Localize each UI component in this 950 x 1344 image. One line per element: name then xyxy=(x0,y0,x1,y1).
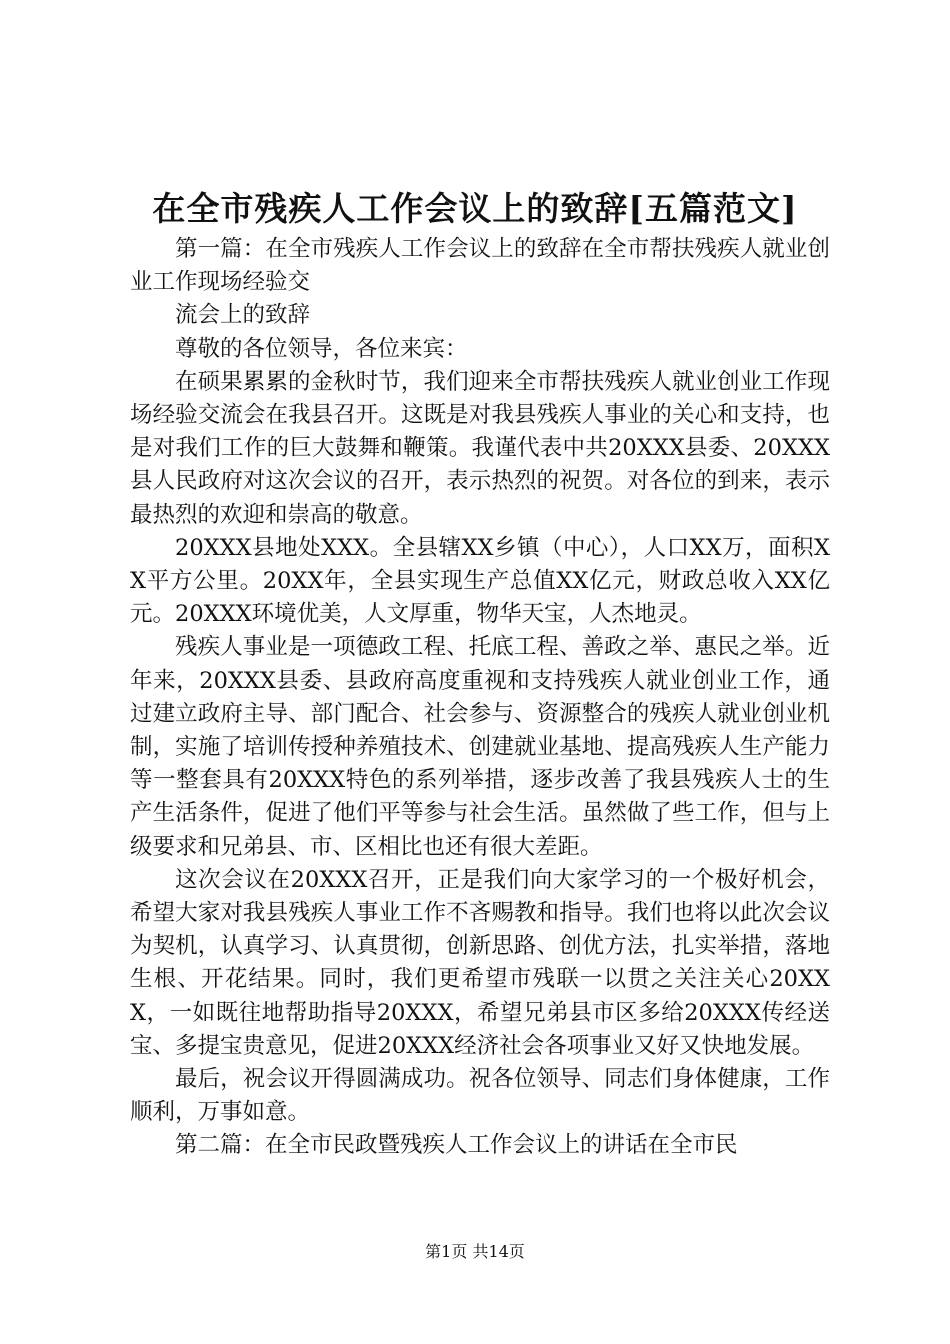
document-title: 在全市残疾人工作会议上的致辞[五篇范文] xyxy=(152,189,798,228)
paragraph-7: 最后，祝会议开得圆满成功。祝各位领导、同志们身体健康，工作顺利，万事如意。 xyxy=(130,1066,830,1126)
paragraph-4: 20XXX县地处XXX。全县辖XX乡镇（中心），人口XX万，面积XX平方公里。20XX年，全县实现生产总值XX亿元，财政总收入XX亿元。20XXX环境优美，人文厚重，物华天宝，人杰地灵。 xyxy=(130,534,830,628)
paragraph-8: 第二篇：在全市民政暨残疾人工作会议上的讲话在全市民 xyxy=(175,1132,738,1159)
salutation: 尊敬的各位领导，各位来宾： xyxy=(175,335,468,362)
page-footer: 第1页 共14页 xyxy=(425,1242,525,1261)
paragraph-2: 流会上的致辞 xyxy=(175,302,311,329)
paragraph-5: 残疾人事业是一项德政工程、托底工程、善政之举、惠民之举。近年来，20XXX县委、县政府高度重视和支持残疾人就业创业工作，通过建立政府主导、部门配合、社会参与、资源整合的残疾人就业创业机制，实施了培训传授种养殖技术、创建就业基地、提高残疾人生产能力等一整套具有20XXX特色的系列举措，逐步改善了我县残疾人士的生产生活条件，促进了他们平等参与社会生活。虽然做了些工作，但与上级要求和兄弟县、市、区相比也还有很大差距。 xyxy=(130,634,830,860)
paragraph-3: 在硕果累累的金秋时节，我们迎来全市帮扶残疾人就业创业工作现场经验交流会在我县召开。这既是对我县残疾人事业的关心和支持，也是对我们工作的巨大鼓舞和鞭策。我谨代表中共20XXX县委、20XXX县人民政府对这次会议的召开，表示热烈的祝贺。对各位的到来，表示最热烈的欢迎和崇高的敬意。 xyxy=(130,368,830,528)
paragraph-1: 第一篇：在全市残疾人工作会议上的致辞在全市帮扶残疾人就业创业工作现场经验交 xyxy=(130,236,830,296)
document-body xyxy=(130,233,830,1163)
paragraph-6: 这次会议在20XXX召开，正是我们向大家学习的一个极好机会，希望大家对我县残疾人事业工作不吝赐教和指导。我们也将以此次会议为契机，认真学习、认真贯彻，创新思路、创优方法，扎实举措，落地生根、开花结果。同时，我们更希望市残联一以贯之关注关心20XXX，一如既往地帮助指导20XXX，希望兄弟县市区多给20XXX传经送宝、多提宝贵意见，促进20XXX经济社会各项事业又好又快地发展。 xyxy=(130,866,830,1059)
